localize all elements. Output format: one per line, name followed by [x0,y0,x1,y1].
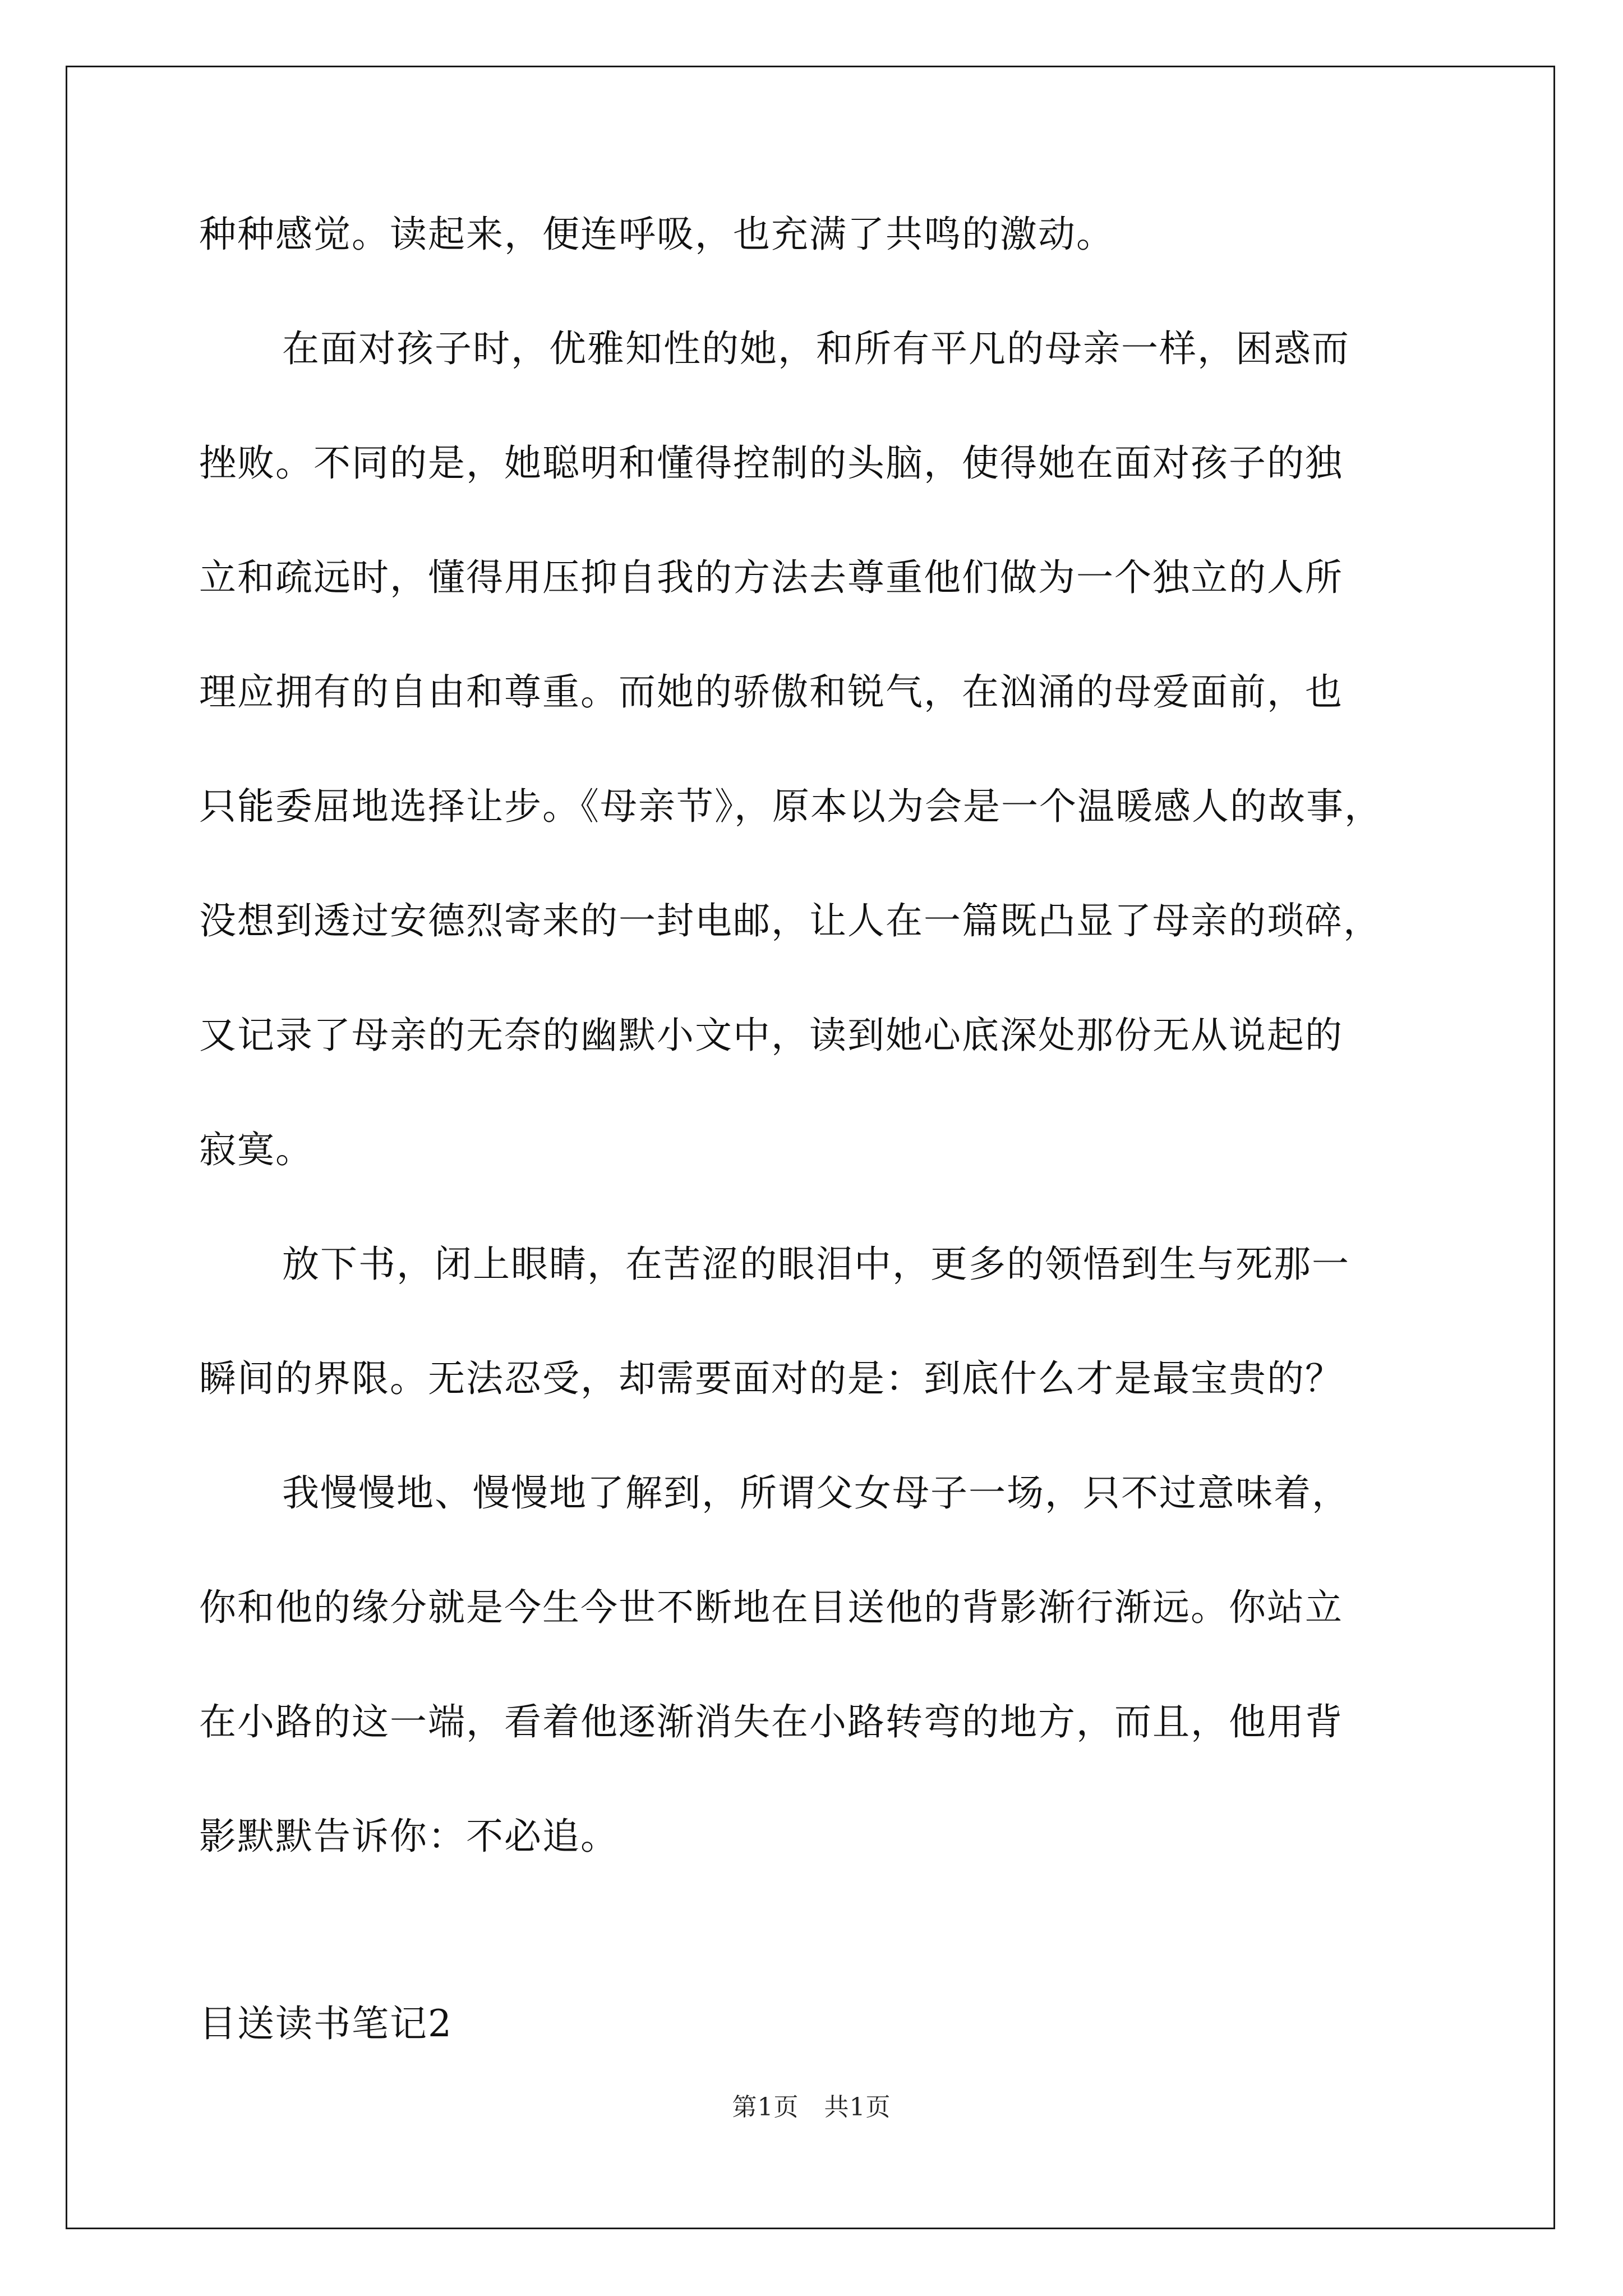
text-line: 我慢慢地、慢慢地了解到，所谓父女母子一场，只不过意味着， [282,1471,1350,1515]
text-line: 寂寞。 [199,1128,313,1171]
text-line: 在小路的这一端，看着他逐渐消失在小路转弯的地方，而且，他用背 [199,1700,1343,1743]
document-body [199,213,1461,2045]
text-line: 你和他的缘分就是今生今世不断地在目送他的背影渐行渐远。你站立 [199,1586,1343,1629]
text-line: 影默默告诉你：不必追。 [199,1815,619,1858]
text-line: 立和疏远时，懂得用压抑自我的方法去尊重他们做为一个独立的人所 [199,556,1343,599]
text-line: 放下书，闭上眼睛，在苦涩的眼泪中，更多的领悟到生与死那一 [282,1243,1350,1286]
text-line: 没想到透过安德烈寄来的一封电邮，让人在一篇既凸显了母亲的琐碎， [199,899,1381,942]
text-line: 瞬间的界限。无法忍受，却需要面对的是：到底什么才是最宝贵的？ [199,1357,1343,1400]
text-line: 只能委屈地选择让步。《母亲节》，原本以为会是一个温暖感人的故事， [199,785,1382,828]
page-footer: 第1页 共1页 [732,2093,891,2122]
text-line: 理应拥有的自由和尊重。而她的骄傲和锐气，在汹涌的母爱面前，也 [199,670,1343,714]
section-heading: 目送读书笔记2 [199,2002,453,2045]
text-line: 又记录了母亲的无奈的幽默小文中，读到她心底深处那份无从说起的 [199,1014,1343,1057]
text-line: 种种感觉。读起来，便连呼吸，也充满了共鸣的激动。 [199,213,1114,256]
text-line: 在面对孩子时，优雅知性的她，和所有平凡的母亲一样，困惑而 [282,327,1350,370]
text-line: 挫败。不同的是，她聪明和懂得控制的头脑，使得她在面对孩子的独 [199,441,1343,485]
